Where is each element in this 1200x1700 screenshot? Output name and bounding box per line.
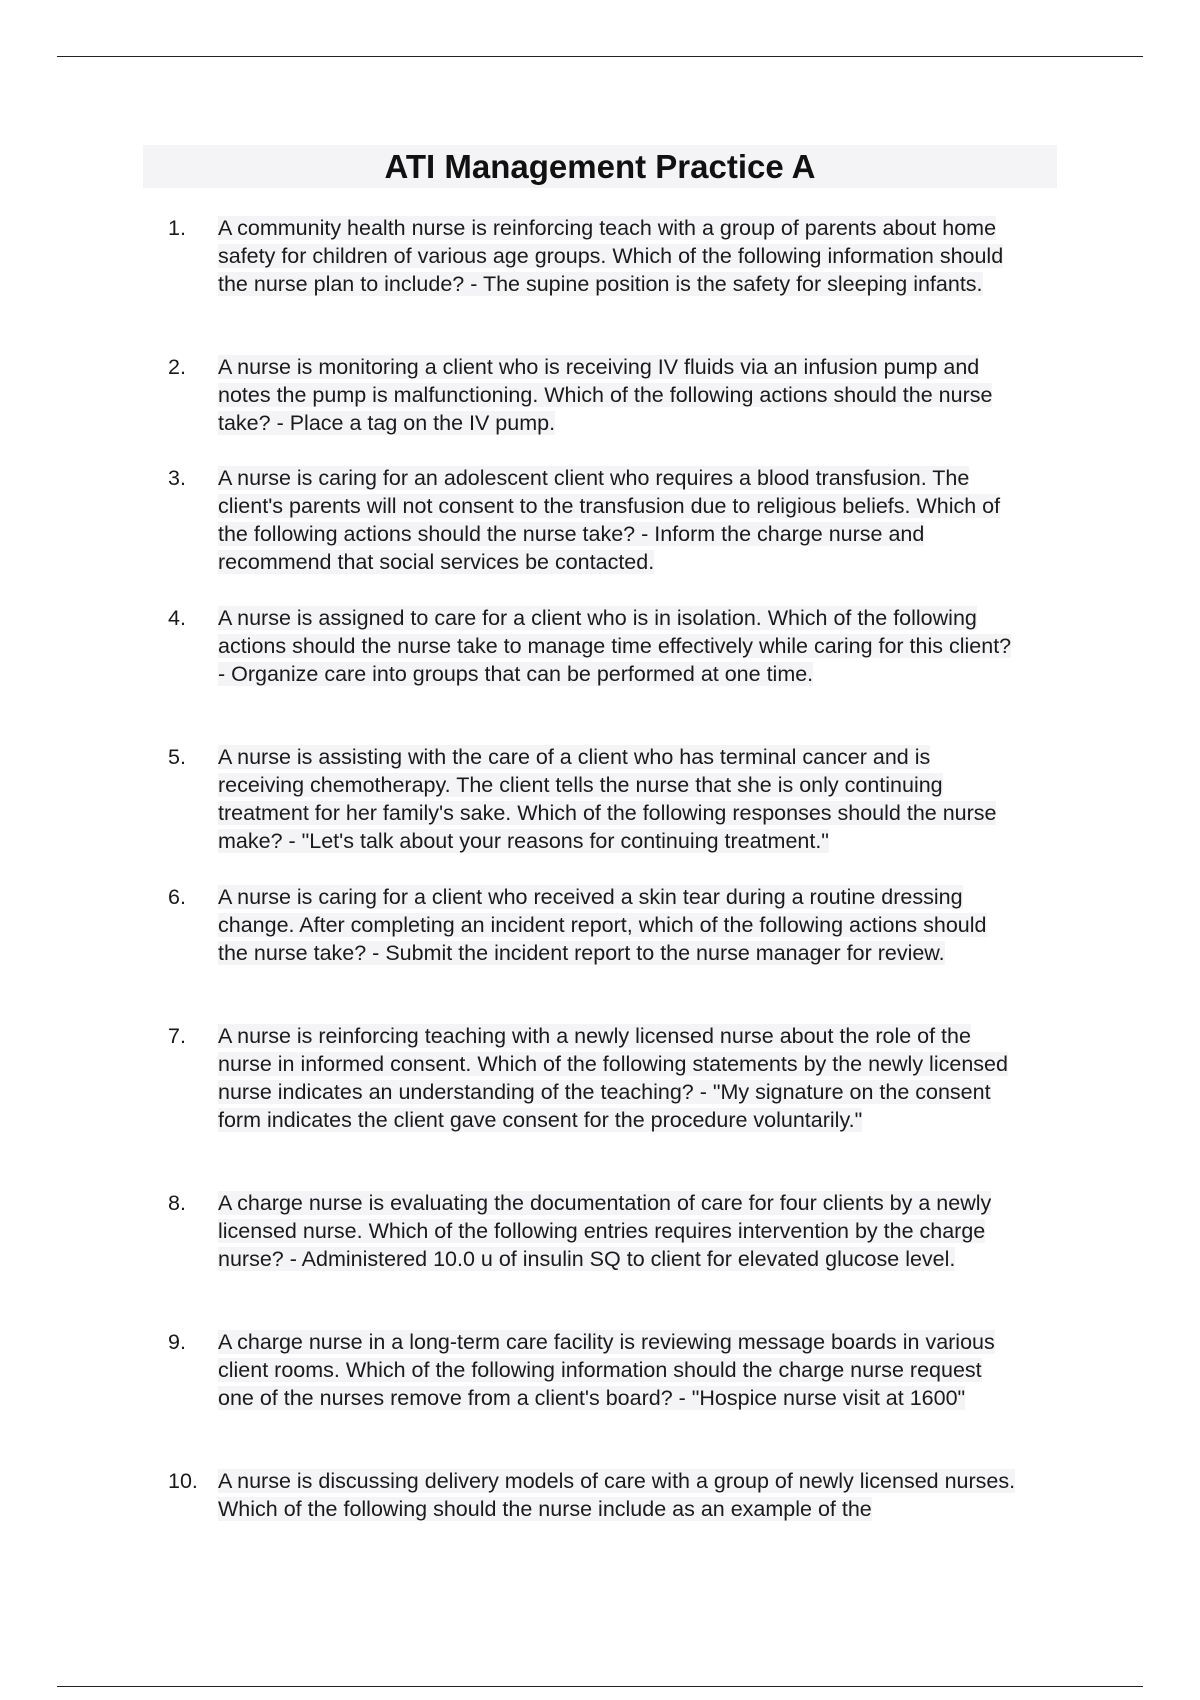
document-title: ATI Management Practice A <box>384 148 816 185</box>
question-text <box>218 1022 1018 1134</box>
question-text <box>218 353 1018 437</box>
question-text-content: A charge nurse in a long-term care facility is reviewing message boards in various client rooms. Which of the following information should the charge nurse request one of the nurses remove from a client's board? - "Hospice nurse visit at 1600" <box>218 1330 995 1410</box>
question-text <box>218 1328 1018 1412</box>
question-text <box>218 1467 1018 1523</box>
question-text <box>218 743 1018 855</box>
question-text <box>218 604 1018 688</box>
question-number: 1. <box>168 216 186 240</box>
question-text-content: A community health nurse is reinforcing teach with a group of parents about home safety for children of various age groups. Which of the following information should the nurse plan to include? - The supine position is the safety for sleeping infants. <box>218 216 1004 296</box>
question-number: 4. <box>168 606 186 630</box>
question-text-content: A nurse is reinforcing teaching with a newly licensed nurse about the role of the nurse in informed consent. Which of the following statements by the newly licensed nurse indicates an understanding of the teaching? - "My signature on the consent form indicates the client gave consent for the procedure voluntarily." <box>218 1024 1008 1132</box>
question-text-content: A nurse is assisting with the care of a client who has terminal cancer and is receiving chemotherapy. The client tells the nurse that she is only continuing treatment for her family's sake. Which of the following responses should the nurse make? - "Let's talk about your reasons for continuing treatment." <box>218 745 997 853</box>
question-text-content: A nurse is discussing delivery models of care with a group of newly licensed nurses. Which of the following should the nurse include as an example of the <box>218 1469 1016 1521</box>
question-text <box>218 883 1018 967</box>
question-number: 9. <box>168 1330 186 1354</box>
question-number: 6. <box>168 885 186 909</box>
question-number: 5. <box>168 745 186 769</box>
question-text-content: A charge nurse is evaluating the documentation of care for four clients by a newly licensed nurse. Which of the following entries requires intervention by the charge nurse? - Administered 10.0 u of insulin SQ to client for elevated glucose level. <box>218 1191 992 1271</box>
question-text-content: A nurse is caring for an adolescent client who requires a blood transfusion. The client's parents will not consent to the transfusion due to religious beliefs. Which of the following actions should the nurse take? - Inform the charge nurse and recommend that social services be contacted. <box>218 466 1001 574</box>
bottom-rule <box>57 1686 1143 1687</box>
question-text <box>218 464 1018 576</box>
question-number: 8. <box>168 1191 186 1215</box>
question-text <box>218 1189 1018 1273</box>
question-text-content: A nurse is assigned to care for a client who is in isolation. Which of the following actions should the nurse take to manage time effectively while caring for this client? - Organize care into groups that can be performed at one time. <box>218 606 1012 686</box>
question-number: 10. <box>168 1469 198 1493</box>
question-number: 7. <box>168 1024 186 1048</box>
question-number: 2. <box>168 355 186 379</box>
question-text-content: A nurse is monitoring a client who is receiving IV fluids via an infusion pump and notes the pump is malfunctioning. Which of the following actions should the nurse take? - Place a tag on the IV pump. <box>218 355 993 435</box>
question-text <box>218 214 1018 298</box>
question-text-content: A nurse is caring for a client who received a skin tear during a routine dressing change. After completing an incident report, which of the following actions should the nurse take? - Submit the incident report to the nurse manager for review. <box>218 885 987 965</box>
question-number: 3. <box>168 466 186 490</box>
